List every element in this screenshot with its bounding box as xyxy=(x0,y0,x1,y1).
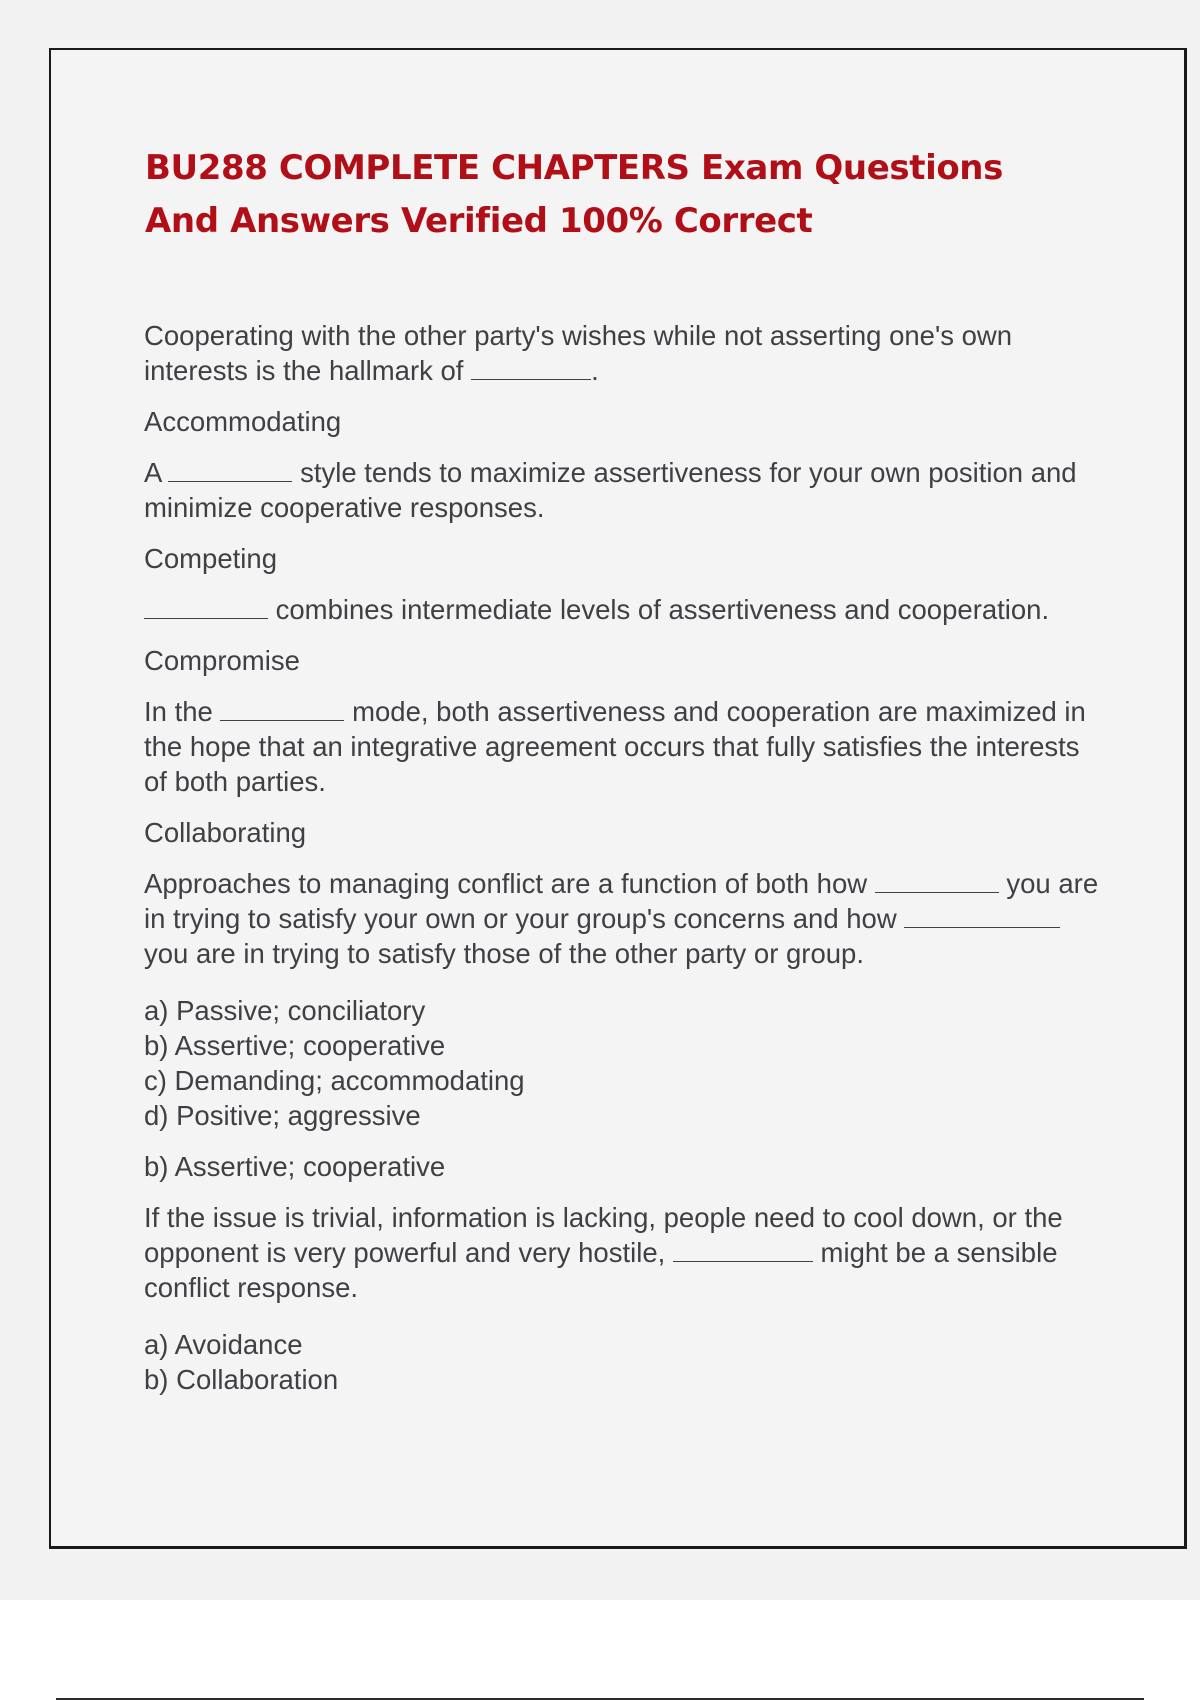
answer-blank xyxy=(168,459,292,482)
answer-blank xyxy=(904,905,1060,928)
answer-blank xyxy=(875,870,999,893)
question-6-text-after: might be a sensible conflict response. xyxy=(144,1237,1058,1303)
option-item: a) Avoidance xyxy=(144,1329,303,1360)
answer-1: Accommodating xyxy=(144,406,342,437)
question-1-text-after: . xyxy=(591,355,599,386)
question-3-text-after: combines intermediate levels of assertiveness and cooperation. xyxy=(268,594,1050,625)
question-1-text-before: Cooperating with the other party's wishes while not asserting one's own interests is the hallmark of xyxy=(144,320,1013,386)
option-item: b) Assertive; cooperative xyxy=(144,1030,446,1061)
answer-5: b) Assertive; cooperative xyxy=(144,1151,446,1182)
question-4-text-before: In the xyxy=(144,696,221,727)
option-item: c) Demanding; accommodating xyxy=(144,1065,525,1096)
question-5-options xyxy=(144,993,1104,1133)
answer-3: Compromise xyxy=(144,645,300,676)
answer-2: Competing xyxy=(144,543,277,574)
question-2-text-before: A xyxy=(144,457,169,488)
answer-4: Collaborating xyxy=(144,817,307,848)
question-6 xyxy=(144,1200,1104,1305)
answer-blank xyxy=(220,698,344,721)
option-item: d) Positive; aggressive xyxy=(144,1100,421,1131)
answer-blank xyxy=(673,1239,813,1262)
question-5-text-part3: you are in trying to satisfy those of the other party or group. xyxy=(144,938,864,969)
question-1 xyxy=(144,318,1104,388)
option-item: b) Collaboration xyxy=(144,1364,339,1395)
answer-blank xyxy=(144,596,268,619)
question-4 xyxy=(144,694,1104,799)
question-6-options xyxy=(144,1327,1104,1397)
question-5-text-part2: you are in trying to satisfy your own or your group's concerns and how xyxy=(144,868,1099,934)
question-2-text-after: style tends to maximize assertiveness for your own position and minimize cooperative responses. xyxy=(144,457,1077,523)
document-title: BU288 COMPLETE CHAPTERS Exam Questions And Answers Verified 100% Correct xyxy=(145,148,1003,241)
question-2 xyxy=(144,455,1104,525)
option-item: a) Passive; conciliatory xyxy=(144,995,426,1026)
question-3 xyxy=(144,592,1104,627)
question-5-text-part1: Approaches to managing conflict are a function of both how xyxy=(144,868,875,899)
document-body xyxy=(144,318,1104,1413)
answer-blank xyxy=(471,357,591,380)
question-6-text-before: If the issue is trivial, information is lacking, people need to cool down, or the opponent is very powerful and very hostile, xyxy=(144,1202,1063,1268)
question-5 xyxy=(144,866,1104,971)
question-4-text-after: mode, both assertiveness and cooperation are maximized in the hope that an integrative agreement occurs that fully satisfies the interests of both parties. xyxy=(144,696,1086,797)
